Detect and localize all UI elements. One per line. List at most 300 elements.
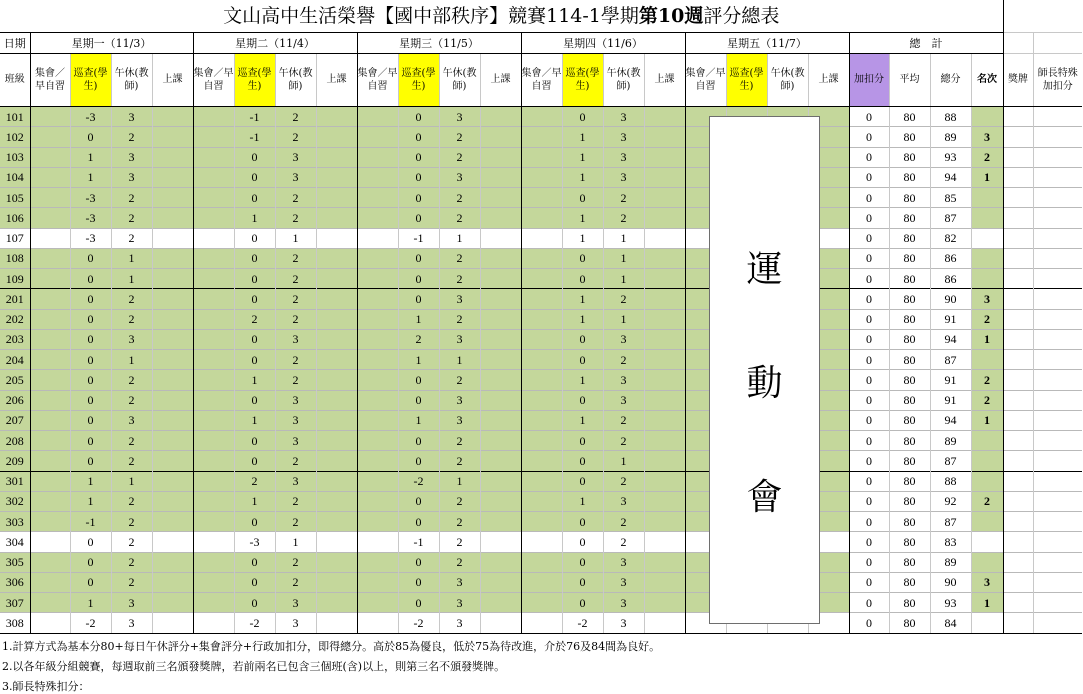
class-number: 208 — [0, 431, 30, 451]
table-row — [0, 451, 1082, 471]
total-value: 87 — [930, 208, 971, 228]
average-value: 80 — [889, 613, 930, 633]
score-cell: -3 — [234, 532, 275, 552]
score-cell — [644, 167, 685, 187]
score-cell: 1 — [439, 228, 480, 248]
score-cell — [357, 208, 398, 228]
score-cell: 1 — [603, 228, 644, 248]
score-cell: -3 — [70, 188, 111, 208]
score-cell — [193, 390, 234, 410]
table-row — [0, 107, 1082, 127]
score-cell — [152, 471, 193, 491]
award-cell — [1003, 552, 1033, 572]
table-row — [0, 370, 1082, 390]
score-cell — [357, 309, 398, 329]
score-cell: 0 — [562, 350, 603, 370]
total-value: 90 — [930, 289, 971, 309]
score-cell — [316, 309, 357, 329]
score-cell — [521, 127, 562, 147]
score-cell: 3 — [603, 491, 644, 511]
score-cell — [521, 491, 562, 511]
rank-value — [971, 451, 1003, 471]
class-number: 203 — [0, 329, 30, 349]
total-score-header: 總分 — [930, 54, 971, 107]
rank-value: 1 — [971, 410, 1003, 430]
score-cell: -2 — [70, 613, 111, 633]
score-cell: 3 — [603, 613, 644, 633]
score-cell — [644, 471, 685, 491]
score-cell: 1 — [234, 491, 275, 511]
score-cell — [357, 188, 398, 208]
adjust-header: 加扣分 — [849, 54, 889, 107]
score-cell: 0 — [398, 127, 439, 147]
score-cell: -3 — [70, 228, 111, 248]
score-cell: 0 — [398, 572, 439, 592]
score-cell — [480, 127, 521, 147]
score-cell — [480, 309, 521, 329]
score-cell — [30, 512, 70, 532]
score-cell: 1 — [70, 167, 111, 187]
adjust-value: 0 — [849, 471, 889, 491]
teacher-bonus-cell — [1033, 269, 1082, 289]
score-cell — [193, 329, 234, 349]
score-cell — [193, 593, 234, 613]
score-cell — [193, 491, 234, 511]
score-cell — [521, 431, 562, 451]
score-cell — [193, 370, 234, 390]
rank-value: 2 — [971, 491, 1003, 511]
average-value: 80 — [889, 552, 930, 572]
score-cell: -3 — [70, 208, 111, 228]
adjust-value: 0 — [849, 370, 889, 390]
total-value: 82 — [930, 228, 971, 248]
score-cell: -3 — [70, 107, 111, 127]
rank-value: 2 — [971, 147, 1003, 167]
score-cell — [152, 431, 193, 451]
award-cell — [1003, 512, 1033, 532]
class-number: 306 — [0, 572, 30, 592]
score-cell: 2 — [275, 127, 316, 147]
score-cell — [480, 248, 521, 268]
teacher-bonus-cell — [1033, 289, 1082, 309]
score-cell — [152, 390, 193, 410]
score-cell: 2 — [111, 127, 152, 147]
average-value: 80 — [889, 390, 930, 410]
score-cell: 3 — [275, 167, 316, 187]
patrol-header-day1: 巡查(學生) — [70, 54, 111, 107]
total-value: 91 — [930, 370, 971, 390]
score-cell — [30, 572, 70, 592]
score-cell: 3 — [603, 147, 644, 167]
score-cell — [644, 208, 685, 228]
score-cell — [316, 228, 357, 248]
score-cell: 3 — [111, 410, 152, 430]
teacher-bonus-cell — [1033, 188, 1082, 208]
score-cell — [152, 228, 193, 248]
table-row — [0, 188, 1082, 208]
score-cell — [30, 410, 70, 430]
award-cell — [1003, 390, 1033, 410]
score-cell — [30, 167, 70, 187]
table-row — [0, 491, 1082, 511]
average-value: 80 — [889, 147, 930, 167]
score-cell: 3 — [275, 147, 316, 167]
score-cell — [357, 167, 398, 187]
rank-value — [971, 512, 1003, 532]
table-row — [0, 593, 1082, 613]
header-row-days — [0, 33, 1082, 54]
award-cell — [1003, 451, 1033, 471]
rank-value — [971, 552, 1003, 572]
score-cell: 2 — [439, 532, 480, 552]
score-cell — [30, 329, 70, 349]
score-cell — [316, 289, 357, 309]
total-value: 86 — [930, 269, 971, 289]
score-cell — [521, 167, 562, 187]
score-cell: 0 — [398, 431, 439, 451]
average-value: 80 — [889, 572, 930, 592]
score-cell — [30, 188, 70, 208]
teacher-bonus-cell — [1033, 107, 1082, 127]
table-row — [0, 167, 1082, 187]
score-cell: 2 — [275, 552, 316, 572]
class-number: 204 — [0, 350, 30, 370]
score-cell: 0 — [70, 289, 111, 309]
score-cell — [644, 552, 685, 572]
score-cell: 0 — [398, 167, 439, 187]
average-value: 80 — [889, 167, 930, 187]
award-cell — [1003, 188, 1033, 208]
score-cell: 2 — [603, 512, 644, 532]
score-cell — [357, 572, 398, 592]
score-cell — [480, 410, 521, 430]
score-cell: 0 — [562, 188, 603, 208]
rank-value: 2 — [971, 370, 1003, 390]
event-char-1: 運 — [746, 249, 783, 290]
score-cell — [316, 593, 357, 613]
score-cell — [193, 127, 234, 147]
average-header: 平均 — [889, 54, 930, 107]
score-cell: 3 — [111, 593, 152, 613]
score-cell: 0 — [398, 147, 439, 167]
patrol-header-day3: 巡查(學生) — [398, 54, 439, 107]
score-cell: 0 — [70, 431, 111, 451]
score-cell — [480, 188, 521, 208]
award-cell — [1003, 147, 1033, 167]
class-period-header-day1: 上課 — [152, 54, 193, 107]
score-cell: 2 — [111, 451, 152, 471]
score-cell: 2 — [439, 370, 480, 390]
score-cell — [357, 593, 398, 613]
date-label: 日期 — [0, 33, 30, 54]
score-cell — [193, 167, 234, 187]
score-cell — [316, 147, 357, 167]
score-cell — [521, 228, 562, 248]
assembly-header-day2: 集會／早自習 — [193, 54, 234, 107]
adjust-value: 0 — [849, 309, 889, 329]
adjust-value: 0 — [849, 228, 889, 248]
score-cell — [357, 552, 398, 572]
score-cell: 3 — [439, 572, 480, 592]
score-cell: 3 — [603, 127, 644, 147]
score-cell — [316, 269, 357, 289]
score-cell: 2 — [111, 208, 152, 228]
table-row — [0, 410, 1082, 430]
score-cell — [30, 552, 70, 572]
score-cell — [521, 512, 562, 532]
score-cell — [480, 107, 521, 127]
score-cell: 2 — [439, 309, 480, 329]
score-cell — [644, 127, 685, 147]
score-cell — [193, 512, 234, 532]
class-number: 109 — [0, 269, 30, 289]
patrol-header-day4: 巡查(學生) — [562, 54, 603, 107]
adjust-value: 0 — [849, 532, 889, 552]
score-cell: -1 — [398, 228, 439, 248]
teacher-bonus-cell — [1033, 248, 1082, 268]
rank-value: 3 — [971, 127, 1003, 147]
score-cell — [644, 188, 685, 208]
award-cell — [1003, 491, 1033, 511]
score-cell — [644, 613, 685, 633]
score-cell — [152, 167, 193, 187]
score-cell — [357, 532, 398, 552]
score-cell: 3 — [603, 552, 644, 572]
adjust-value: 0 — [849, 248, 889, 268]
table-row — [0, 269, 1082, 289]
score-cell: 2 — [275, 572, 316, 592]
award-cell — [1003, 613, 1033, 633]
score-cell: 3 — [275, 431, 316, 451]
rank-value — [971, 107, 1003, 127]
award-cell — [1003, 593, 1033, 613]
score-cell — [644, 532, 685, 552]
score-cell — [152, 572, 193, 592]
score-cell — [193, 107, 234, 127]
score-cell: 2 — [439, 208, 480, 228]
score-cell — [521, 410, 562, 430]
total-value: 86 — [930, 248, 971, 268]
rank-value — [971, 471, 1003, 491]
adjust-value: 0 — [849, 147, 889, 167]
nap-header-day1: 午休(教師) — [111, 54, 152, 107]
score-cell: 1 — [439, 471, 480, 491]
class-number: 201 — [0, 289, 30, 309]
teacher-bonus-cell — [1033, 167, 1082, 187]
score-cell — [152, 127, 193, 147]
score-cell: 0 — [234, 390, 275, 410]
class-number: 205 — [0, 370, 30, 390]
note-1: 1.計算方式為基本分80+每日午休評分+集會評分+行政加扣分，即得總分。高於85為優良，低於75為待改進，介於76及84間為良好。 — [2, 640, 661, 653]
score-cell: 2 — [603, 350, 644, 370]
class-number: 207 — [0, 410, 30, 430]
table-row — [0, 552, 1082, 572]
score-cell — [644, 147, 685, 167]
score-cell — [30, 228, 70, 248]
score-cell: 1 — [111, 269, 152, 289]
score-cell — [152, 613, 193, 633]
adjust-value: 0 — [849, 390, 889, 410]
average-value: 80 — [889, 410, 930, 430]
score-cell — [521, 208, 562, 228]
score-cell — [30, 127, 70, 147]
score-cell — [480, 269, 521, 289]
score-cell — [357, 370, 398, 390]
score-cell: 0 — [562, 532, 603, 552]
score-cell: 1 — [70, 147, 111, 167]
class-period-header-day3: 上課 — [480, 54, 521, 107]
score-cell: 2 — [111, 228, 152, 248]
score-cell — [316, 552, 357, 572]
score-cell: 3 — [275, 593, 316, 613]
teacher-bonus-cell — [1033, 532, 1082, 552]
award-cell — [1003, 208, 1033, 228]
score-cell: 0 — [70, 248, 111, 268]
award-cell — [1003, 329, 1033, 349]
average-value: 80 — [889, 107, 930, 127]
score-cell: -2 — [398, 471, 439, 491]
award-cell — [1003, 410, 1033, 430]
score-cell: 0 — [234, 451, 275, 471]
score-cell — [30, 269, 70, 289]
score-cell — [30, 431, 70, 451]
score-cell: 3 — [439, 410, 480, 430]
score-cell — [30, 370, 70, 390]
score-cell — [30, 350, 70, 370]
score-cell: 2 — [603, 431, 644, 451]
score-cell — [521, 107, 562, 127]
class-number: 106 — [0, 208, 30, 228]
score-cell: 0 — [234, 248, 275, 268]
score-cell: 1 — [234, 370, 275, 390]
total-value: 87 — [930, 451, 971, 471]
total-header: 總 計 — [849, 33, 1003, 54]
teacher-bonus-cell — [1033, 329, 1082, 349]
score-cell — [480, 289, 521, 309]
score-cell: 0 — [398, 289, 439, 309]
score-cell — [521, 370, 562, 390]
score-cell: 0 — [234, 289, 275, 309]
score-cell — [30, 593, 70, 613]
score-cell — [316, 431, 357, 451]
table-row — [0, 572, 1082, 592]
score-cell — [480, 228, 521, 248]
adjust-value: 0 — [849, 410, 889, 430]
score-cell: 3 — [275, 329, 316, 349]
teacher-bonus-cell — [1033, 147, 1082, 167]
score-cell: 2 — [111, 491, 152, 511]
table-row — [0, 512, 1082, 532]
score-cell: 2 — [111, 370, 152, 390]
score-cell: 3 — [603, 329, 644, 349]
score-cell — [316, 248, 357, 268]
average-value: 80 — [889, 350, 930, 370]
average-value: 80 — [889, 269, 930, 289]
nap-header-day3: 午休(教師) — [439, 54, 480, 107]
score-cell — [30, 613, 70, 633]
average-value: 80 — [889, 471, 930, 491]
total-value: 90 — [930, 572, 971, 592]
award-cell — [1003, 572, 1033, 592]
award-cell — [1003, 370, 1033, 390]
score-cell: 0 — [562, 512, 603, 532]
score-cell: 2 — [603, 471, 644, 491]
score-cell: 2 — [111, 188, 152, 208]
score-cell — [644, 370, 685, 390]
score-cell — [480, 491, 521, 511]
score-cell — [357, 228, 398, 248]
score-cell: 3 — [275, 390, 316, 410]
adjust-value: 0 — [849, 613, 889, 633]
score-cell — [357, 491, 398, 511]
score-cell — [193, 431, 234, 451]
score-cell — [644, 572, 685, 592]
day-header-wed: 星期三（11/5） — [357, 33, 521, 54]
total-value: 84 — [930, 613, 971, 633]
score-cell — [193, 248, 234, 268]
total-value: 91 — [930, 309, 971, 329]
average-value: 80 — [889, 248, 930, 268]
score-cell — [521, 471, 562, 491]
adjust-value: 0 — [849, 127, 889, 147]
average-value: 80 — [889, 512, 930, 532]
header-row-columns — [0, 54, 1082, 107]
score-cell: 0 — [562, 248, 603, 268]
class-period-header-day2: 上課 — [316, 54, 357, 107]
score-cell — [480, 390, 521, 410]
score-cell — [316, 107, 357, 127]
table-row — [0, 390, 1082, 410]
score-cell: 1 — [562, 410, 603, 430]
score-cell: 0 — [562, 431, 603, 451]
rank-value — [971, 269, 1003, 289]
rank-value — [971, 228, 1003, 248]
teacher-bonus-cell — [1033, 350, 1082, 370]
score-cell: 1 — [111, 248, 152, 268]
assembly-header-day4: 集會／早自習 — [521, 54, 562, 107]
score-cell — [480, 593, 521, 613]
score-cell: 2 — [275, 208, 316, 228]
adjust-value: 0 — [849, 167, 889, 187]
table-row — [0, 431, 1082, 451]
table-row — [0, 228, 1082, 248]
score-cell: 0 — [70, 532, 111, 552]
score-cell — [357, 269, 398, 289]
score-cell: 1 — [562, 208, 603, 228]
table-row — [0, 350, 1082, 370]
score-cell: 2 — [111, 552, 152, 572]
total-value: 88 — [930, 471, 971, 491]
class-number: 102 — [0, 127, 30, 147]
score-cell: 0 — [398, 593, 439, 613]
average-value: 80 — [889, 208, 930, 228]
score-cell — [316, 451, 357, 471]
score-cell — [193, 188, 234, 208]
nap-header-day5: 午休(教師) — [767, 54, 808, 107]
patrol-header-day5: 巡查(學生) — [726, 54, 767, 107]
score-cell: 1 — [70, 593, 111, 613]
rank-value — [971, 208, 1003, 228]
score-cell: 3 — [603, 167, 644, 187]
teacher-bonus-cell — [1033, 552, 1082, 572]
average-value: 80 — [889, 309, 930, 329]
score-cell — [152, 147, 193, 167]
score-cell: 3 — [111, 107, 152, 127]
score-cell — [152, 289, 193, 309]
score-cell — [193, 208, 234, 228]
rank-value — [971, 532, 1003, 552]
score-cell — [316, 471, 357, 491]
